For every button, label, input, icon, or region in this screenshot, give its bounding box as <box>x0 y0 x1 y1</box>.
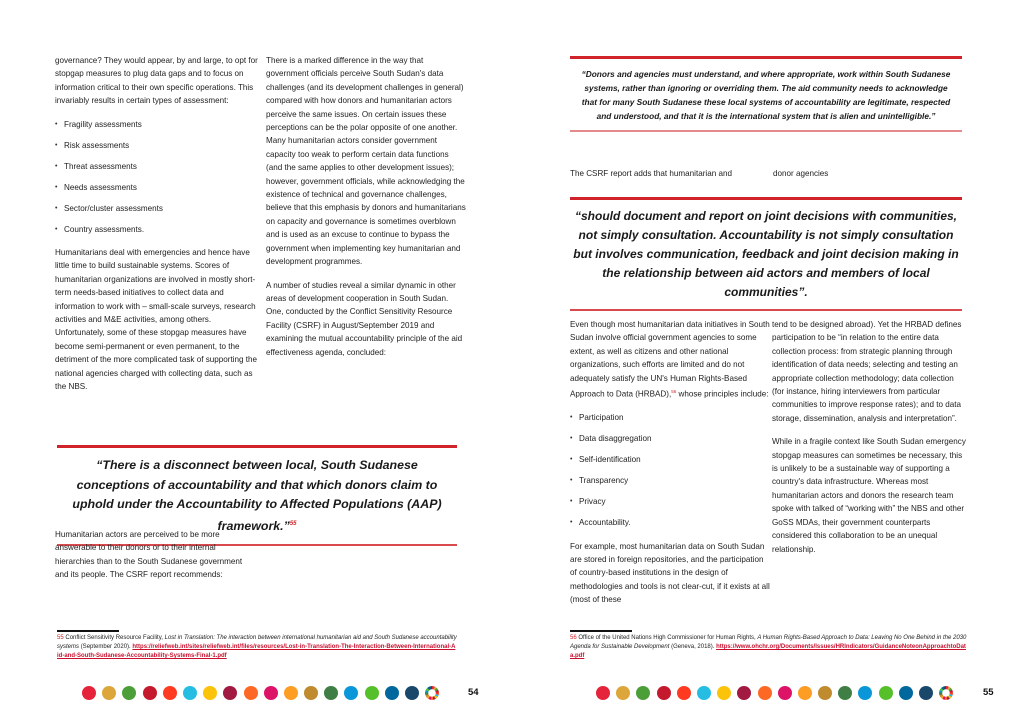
footnote-55 <box>57 634 457 661</box>
sdg-color-bar <box>596 686 953 700</box>
sdg-goal-15-dot <box>365 686 379 700</box>
page-number: 55 <box>983 687 994 698</box>
sdg-goal-7-dot <box>717 686 731 700</box>
sdg-goal-15-dot <box>879 686 893 700</box>
sdg-goal-2-dot <box>102 686 116 700</box>
sdg-goal-1-dot <box>596 686 610 700</box>
list-item: • Self-identification <box>570 453 770 466</box>
footnote-ref[interactable]: 56 <box>671 389 677 395</box>
quote-text: “There is a disconnect between local, South Sudanese conceptions of accountability and that which donors claim to uphold under the Accountability to Affected Populations (AAP) framework.” <box>72 458 442 533</box>
sdg-goal-14-dot <box>858 686 872 700</box>
sdg-goal-10-dot <box>264 686 278 700</box>
principles-list <box>570 411 770 529</box>
csrf-adds-continued: donor agencies <box>773 169 829 178</box>
sdg-goal-4-dot <box>143 686 157 700</box>
footnote-ref[interactable]: 55 <box>289 520 297 527</box>
list-item: • Privacy <box>570 495 770 508</box>
list-item: • Participation <box>570 411 770 424</box>
sdg-goal-2-dot <box>616 686 630 700</box>
list-item: • Needs assessments <box>55 181 260 194</box>
footnote-date: (Geneva, 2018). <box>671 644 715 650</box>
quote-text: “should document and report on joint decisions with communities, not simply consultation. Accountability is not simply consultation but involves communication, feedback and joint decision making in the relationship between aid actors and members of local communities”. <box>573 209 959 299</box>
list-item: • Accountability. <box>570 516 770 529</box>
footnote-author: Conflict Sensitivity Resource Facility, <box>65 635 163 641</box>
page-number: 54 <box>468 687 479 698</box>
quote-text: “Donors and agencies must understand, and where appropriate, work within South Sudanese systems, rather than ignoring or overriding them. The aid community needs to acknowledge that for many South Sudanese these local systems of accountability are legitimate, respected and understood, and that it is the international system that is alien and unintelligible.” <box>581 69 951 121</box>
right-column-2 <box>772 318 967 566</box>
fragile-context-paragraph: While in a fragile context like South Sudan emergency stopgap measures can sometimes be necessary, this is unlikely to be a sustainable way of supporting a country's data infrastructure. Whereas most humanitarian actors and donors the research team spoke with talked of “working with” the NBS and other GoSS MDAs, their government counterparts considered this collaboration to be an unequal relationship. <box>772 437 966 554</box>
list-item: • Data disaggregation <box>570 432 770 445</box>
sdg-goal-4-dot <box>657 686 671 700</box>
sdg-goal-16-dot <box>385 686 399 700</box>
sdg-goal-11-dot <box>798 686 812 700</box>
participation-paragraph: tend to be designed abroad). Yet the HRBAD defines participation to be “in relation to the entire data collection process: from strategic planning through identification of data needs; selecting and testing an appropriate collection methodology; data collection (for instance, hiring interviewers from particular communities to improve response rates); and to data storage, dissemination, analysis and interpretation”. <box>772 320 962 423</box>
assessment-list <box>55 118 260 236</box>
footnote-link[interactable]: https://reliefweb.int/sites/reliefweb.int/files/resources/Lost-in-Translation-The-Interaction-Between-International-Aid-and-South-Sudanese-Accountability-Systems-Final-1.pdf <box>57 644 456 659</box>
sdg-goal-14-dot <box>344 686 358 700</box>
footnote-link[interactable]: https://www.ohchr.org/Documents/Issues/HRIndicators/GuidanceNoteonApproachtoData.pdf <box>570 644 966 659</box>
perception-paragraph: There is a marked difference in the way that government officials perceive South Sudan's data challenges (and its development challenges in general) compared with how donors and humanitarian actors perceive the same issues. On certain issues these perceptions can be the polar opposite of one another. Many humanitarian actors consider government capacity too weak to perform certain data functions (and the same applies to other development issues); however, government officials, while acknowledging the existence of technical and governance challenges, believe that this emphasis by donors and humanitarians on capacity and governance is sometimes overblown and is used as an excuse to continue to bypass the government when implementing key humanitarian and development programmes. <box>266 56 466 267</box>
sdg-goal-13-dot <box>324 686 338 700</box>
sdg-goal-6-dot <box>697 686 711 700</box>
answerable-paragraph: Humanitarian actors are perceived to be more answerable to their donors or to their internal hierarchies than to the South Sudanese government and its people. The CSRF report recommends: <box>55 530 243 580</box>
sdg-goal-8-dot <box>223 686 237 700</box>
footnote-number: 55 <box>57 635 64 641</box>
page-55 <box>512 0 1024 724</box>
sdg-goal-7-dot <box>203 686 217 700</box>
footnote-number: 56 <box>570 635 577 641</box>
list-item: • Fragility assessments <box>55 118 260 131</box>
sdg-goal-17-dot <box>405 686 419 700</box>
list-item: • Country assessments. <box>55 223 260 236</box>
list-item: • Risk assessments <box>55 139 260 152</box>
list-item: • Transparency <box>570 474 770 487</box>
sdg-goal-1-dot <box>82 686 96 700</box>
sdg-goal-17-dot <box>919 686 933 700</box>
footnote-date: (September 2020). <box>80 644 131 650</box>
left-column-1 <box>55 54 260 404</box>
csrf-adds-text: The CSRF report adds that humanitarian and <box>570 169 732 178</box>
footnote-56 <box>570 634 970 661</box>
quote-bottom-rule <box>570 309 962 311</box>
joint-decisions-quote <box>570 197 962 311</box>
sdg-goal-9-dot <box>244 686 258 700</box>
left-after-quote <box>55 528 255 592</box>
sdg-goal-5-dot <box>163 686 177 700</box>
sdg-color-bar <box>82 686 439 700</box>
donors-quote <box>570 56 962 132</box>
repositories-paragraph: For example, most humanitarian data on South Sudan are stored in foreign repositories, and the participation of country-based institutions in the design of methodologies and tools is not clear-cut, if it exists at all (most of these <box>570 541 770 605</box>
sdg-goal-11-dot <box>284 686 298 700</box>
humanitarians-paragraph: Humanitarians deal with emergencies and hence have little time to build sustainable systems. Scores of humanitarian organizations are involved in mostly short-term needs-based initiatives to collect data and information to work with – small-scale surveys, research activities and M&E activities, among others. Unfortunately, some of these stopgap measures have become semi-permanent or even permanent, to the detriment of the more complicated task of supporting the national agencies charged with collecting data, such as the NBS. <box>55 248 257 392</box>
sdg-goal-16-dot <box>899 686 913 700</box>
sdg-goal-8-dot <box>737 686 751 700</box>
sdg-goal-3-dot <box>122 686 136 700</box>
intro-paragraph: governance? They would appear, by and large, to opt for stopgap measures to plug data gaps and to focus on information critical to their own specific operations. This invariably results in certain types of assessment: <box>55 56 258 106</box>
sdg-goal-12-dot <box>818 686 832 700</box>
sdg-wheel-icon <box>939 686 953 700</box>
footnote-rule <box>57 630 119 632</box>
sdg-goal-9-dot <box>758 686 772 700</box>
sdg-goal-5-dot <box>677 686 691 700</box>
footnote-rule <box>570 630 632 632</box>
sdg-goal-3-dot <box>636 686 650 700</box>
sdg-wheel-icon <box>425 686 439 700</box>
left-column-2 <box>266 54 466 369</box>
sdg-goal-6-dot <box>183 686 197 700</box>
sdg-goal-10-dot <box>778 686 792 700</box>
footnote-title: Lost in Translation: The interaction between international humanitarian aid and South Sudanese accountability systems <box>57 635 457 650</box>
right-column-1 <box>570 318 770 617</box>
sdg-goal-12-dot <box>304 686 318 700</box>
quote-bottom-rule <box>570 130 962 132</box>
list-item: • Sector/cluster assessments <box>55 202 260 215</box>
footnote-title: A Human Rights-Based Approach to Data: Leaving No One Behind in the 2030 Agenda for Sustainable Development <box>570 635 967 650</box>
list-item: • Threat assessments <box>55 160 260 173</box>
sdg-goal-13-dot <box>838 686 852 700</box>
footnote-author: Office of the United Nations High Commissioner for Human Rights, <box>578 635 756 641</box>
studies-paragraph: A number of studies reveal a similar dynamic in other areas of development cooperation in South Sudan. One, conducted by the Conflict Sensitivity Resource Facility (CSRF) in August/September 2019 and examining the mutual accountability principle of the aid effectiveness agenda, concluded: <box>266 280 463 357</box>
hrbad-paragraph: Even though most humanitarian data initiatives in South Sudan involve official government agencies to some extent, as well as citizens and other national organizations, such efforts are limited and do not adequately satisfy the UN's Human Rights-Based Approach to Data (HRBAD),$^{56}$ whose principles include: <box>570 320 770 399</box>
